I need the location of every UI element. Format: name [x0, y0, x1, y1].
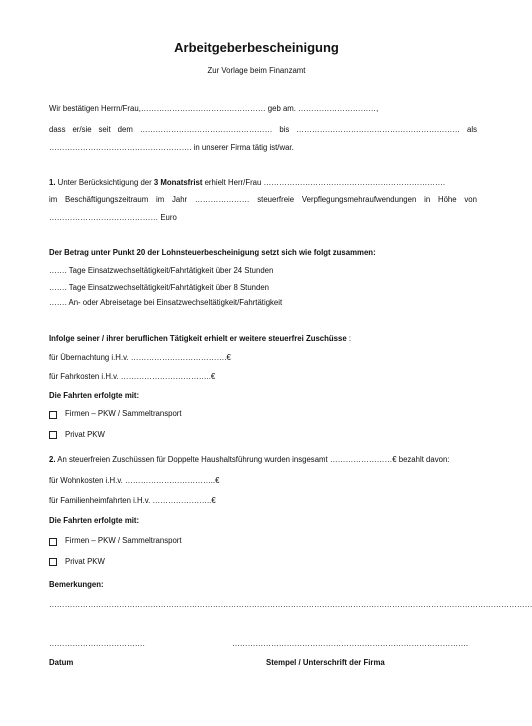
- intro-field-until: ………………………………………………………: [296, 125, 461, 134]
- intro-word: bis: [279, 125, 290, 134]
- section1-line-3: …………………………………… Euro: [49, 213, 177, 222]
- checkbox-firmen-pkw[interactable]: [49, 411, 57, 419]
- signature-label: Stempel / Unterschrift der Firma: [266, 658, 385, 667]
- lohnsteuer-item: ……. An- oder Abreisetage bei Einsatzwechseltätigkeit/Fahrtätigkeit: [49, 298, 283, 307]
- intro-word: dass: [49, 125, 66, 134]
- checkbox-label: Privat PKW: [65, 557, 105, 566]
- zuschuesse-heading-bold: Infolge seiner / ihrer beruflichen Tätigkeit erhielt er weitere steuerfrei Zuschüsse: [49, 334, 347, 343]
- section1-word: im: [49, 195, 58, 204]
- checkbox-label: Privat PKW: [65, 430, 105, 439]
- intro-word: er/sie: [72, 125, 92, 134]
- section1-line-2: [49, 195, 477, 205]
- intro-line-2: [49, 125, 477, 135]
- section2-text: An steuerfreien Zuschüssen für Doppelte Haushaltsführung wurden insgesamt ……………………€ bezahlt davon:: [55, 455, 450, 464]
- zuschuesse-fahrten-heading: Die Fahrten erfolgte mit:: [49, 391, 140, 400]
- section1-field-year: …………………: [194, 195, 250, 204]
- section1-text-a: Unter Berücksichtigung der: [55, 178, 154, 187]
- intro-word: als: [467, 125, 477, 134]
- section2-number: 2.: [49, 455, 56, 464]
- section1-bold: 3 Monatsfrist: [153, 178, 203, 187]
- intro-word: dem: [117, 125, 133, 134]
- section1-word: in: [424, 195, 431, 204]
- zuschuesse-heading: [49, 334, 351, 344]
- section1-word: Verpflegungsmehraufwendungen: [301, 195, 417, 204]
- lohnsteuer-item: ……. Tage Einsatzwechseltätigkeit/Fahrtätigkeit über 24 Stunden: [49, 266, 274, 275]
- lohnsteuer-item: ……. Tage Einsatzwechseltätigkeit/Fahrtätigkeit über 8 Stunden: [49, 283, 270, 292]
- intro-line-3: ………………………………………………. in unserer Firma tätig ist/war.: [49, 143, 294, 152]
- checkbox-label: Firmen – PKW / Sammeltransport: [65, 536, 182, 545]
- checkbox-privat-pkw-2[interactable]: [49, 558, 57, 566]
- checkbox-privat-pkw[interactable]: [49, 431, 57, 439]
- zuschuesse-fahrkosten: für Fahrkosten i.H.v. ……………………………..€: [49, 372, 216, 381]
- document-title: Arbeitgeberbescheinigung: [174, 40, 339, 55]
- section1-word: im: [155, 195, 165, 204]
- zuschuesse-heading-tail: :: [346, 334, 352, 343]
- section1-word: von: [464, 195, 477, 204]
- checkbox-firmen-pkw-2[interactable]: [49, 538, 57, 546]
- signature-line: ……………………………………………………………………………….: [232, 639, 469, 648]
- section2-familienheimfahrten: für Familienheimfahrten i.H.v. …………………..€: [49, 496, 216, 505]
- date-line: ……………………………….: [49, 639, 145, 648]
- section2-line-1: [49, 455, 449, 465]
- section1-text-b: erhielt Herr/Frau …………………………………………………………….: [202, 178, 446, 187]
- intro-word: seit: [98, 125, 111, 134]
- section1-word: Beschäftigungszeitraum: [65, 195, 149, 204]
- bemerkungen-line: ……………………………………………………………………………………………………………………………………………………………………: [49, 600, 532, 609]
- bemerkungen-heading: Bemerkungen:: [49, 580, 104, 589]
- section2-wohnkosten: für Wohnkosten i.H.v. ……………………………..€: [49, 476, 220, 485]
- lohnsteuer-heading: Der Betrag unter Punkt 20 der Lohnsteuerbescheinigung setzt sich wie folgt zusammen:: [49, 248, 376, 257]
- intro-line-1: Wir bestätigen Herrn/Frau,………………………………………… geb am. …………………………,: [49, 104, 379, 113]
- section1-word: steuerfreie: [257, 195, 295, 204]
- date-label: Datum: [49, 658, 74, 667]
- section1-number: 1.: [49, 178, 56, 187]
- intro-field-since: ……………………………………………: [139, 125, 273, 134]
- section1-word: Höhe: [437, 195, 457, 204]
- document-subtitle: Zur Vorlage beim Finanzamt: [207, 66, 306, 75]
- section1-word: Jahr: [171, 195, 188, 204]
- section2-fahrten-heading: Die Fahrten erfolgte mit:: [49, 516, 140, 525]
- checkbox-label: Firmen – PKW / Sammeltransport: [65, 409, 182, 418]
- zuschuesse-uebernachtung: für Übernachtung i.H.v. ……………………………….€: [49, 353, 231, 362]
- section1-line-1: [49, 178, 445, 188]
